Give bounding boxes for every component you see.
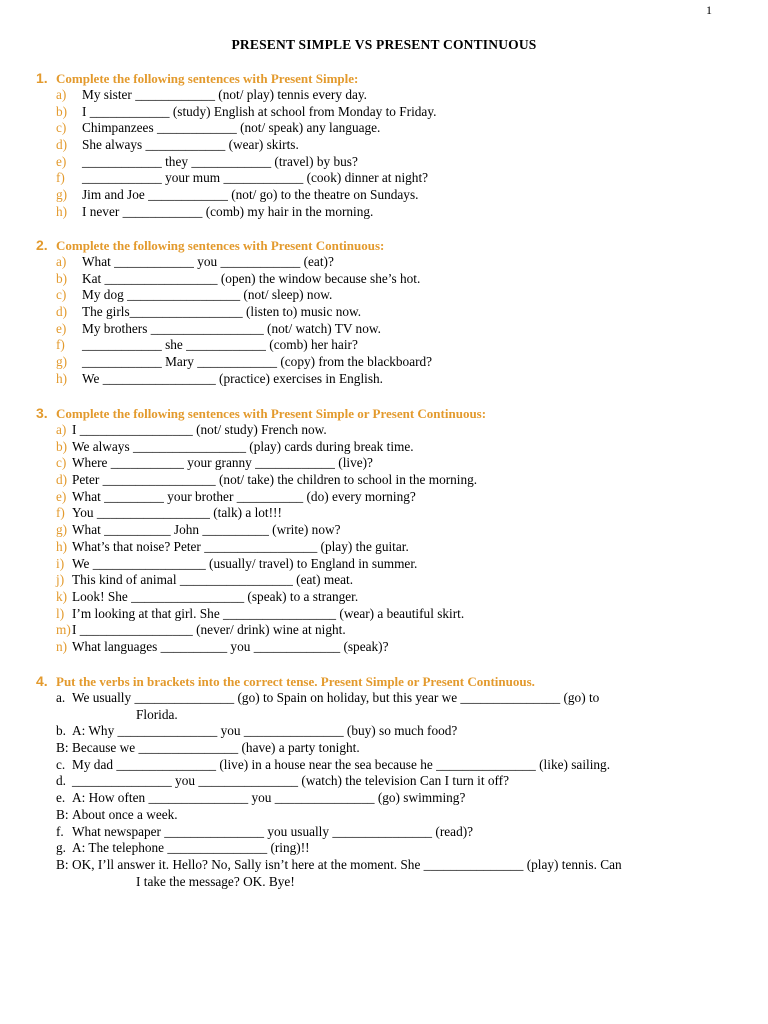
item-text: What ____________ you ____________ (eat)? [82, 254, 334, 269]
item-text: I’m looking at that girl. She _________________ (wear) a beautiful skirt. [72, 605, 465, 621]
item-marker: b) [56, 103, 68, 119]
item-marker: d) [56, 304, 68, 320]
item-marker: B: [56, 856, 69, 872]
exercise-item-continuation [36, 707, 726, 724]
section-title: Complete the following sentences with Present Continuous: [56, 238, 385, 253]
item-text: Jim and Joe ____________ (not/ go) to the theatre on Sundays. [82, 187, 419, 203]
section-number: 2. [36, 237, 48, 253]
item-marker: d) [56, 472, 68, 488]
item-text: You _________________ (talk) a lot!!! [72, 505, 282, 521]
item-marker: f) [56, 170, 65, 186]
item-marker: l) [56, 605, 65, 621]
item-text: What languages __________ you _____________ (speak)? [72, 638, 389, 654]
exercise-item [36, 622, 726, 639]
item-text: My sister ____________ (not/ play) tennis every day. [82, 87, 367, 102]
section-number: 4. [36, 673, 48, 689]
item-marker: f) [56, 505, 65, 521]
exercise-item [36, 455, 726, 472]
item-text: We _________________ (usually/ travel) to England in summer. [72, 555, 418, 571]
item-text: Where ___________ your granny ____________ (live)? [72, 455, 373, 471]
item-text: I _________________ (not/ study) French now. [72, 422, 327, 437]
exercise-item [36, 87, 726, 104]
exercise-item [36, 723, 726, 740]
item-text: Kat _________________ (open) the window because she’s hot. [82, 270, 421, 286]
item-text: We usually _______________ (go) to Spain on holiday, but this year we _______________ (go) to [72, 690, 600, 705]
exercise-item-continuation [36, 874, 726, 891]
exercise-item [36, 639, 726, 656]
item-text: My dad _______________ (live) in a house near the sea because he _______________ (like) sailing. [72, 756, 611, 772]
item-marker: c) [56, 120, 67, 136]
item-marker: b. [56, 723, 66, 739]
item-text: Chimpanzees ____________ (not/ speak) any language. [82, 120, 381, 136]
exercise-item [36, 472, 726, 489]
item-text: _______________ you _______________ (watch) the television Can I turn it off? [72, 773, 510, 789]
item-text: Because we _______________ (have) a party tonight. [72, 740, 360, 756]
section-1 [36, 70, 726, 221]
item-text: I ____________ (study) English at school from Monday to Friday. [82, 103, 437, 119]
item-text: What __________ John __________ (write) now? [72, 522, 341, 538]
item-text: ____________ your mum ____________ (cook) dinner at night? [82, 170, 429, 186]
item-text: This kind of animal _________________ (eat) meat. [72, 572, 354, 588]
item-text: What newspaper _______________ you usually _______________ (read)? [72, 823, 474, 839]
exercise-item [36, 104, 726, 121]
exercise-list [36, 690, 726, 890]
section-2 [36, 237, 726, 388]
exercise-item [36, 337, 726, 354]
item-text: My dog _________________ (not/ sleep) now. [82, 287, 333, 303]
item-marker: a) [56, 254, 67, 269]
item-text: We always _________________ (play) cards during break time. [72, 438, 414, 454]
exercise-item [36, 254, 726, 271]
item-marker: e) [56, 320, 67, 336]
section-heading [36, 673, 726, 690]
item-text: A: The telephone _______________ (ring)!! [72, 840, 310, 856]
exercise-item [36, 120, 726, 137]
item-marker: f) [56, 337, 65, 353]
item-text: My brothers _________________ (not/ watch) TV now. [82, 320, 381, 336]
item-marker: B: [56, 806, 69, 822]
item-text: I take the message? OK. Bye! [136, 873, 295, 889]
item-marker: h) [56, 538, 68, 554]
item-text: What’s that noise? Peter _________________ (play) the guitar. [72, 538, 409, 554]
exercise-item [36, 371, 726, 388]
section-number: 1. [36, 70, 48, 86]
item-marker: n) [56, 638, 68, 654]
item-text: A: How often _______________ you _______________ (go) swimming? [72, 790, 466, 806]
exercise-item [36, 773, 726, 790]
item-marker: e) [56, 153, 67, 169]
item-marker: f. [56, 823, 64, 839]
item-marker: j) [56, 572, 65, 588]
exercise-item [36, 170, 726, 187]
exercise-item [36, 606, 726, 623]
item-marker: h) [56, 370, 68, 386]
section-heading [36, 70, 726, 87]
exercise-item [36, 154, 726, 171]
item-text: Look! She _________________ (speak) to a stranger. [72, 588, 359, 604]
item-marker: e. [56, 790, 66, 806]
item-marker: b) [56, 270, 68, 286]
item-marker: g) [56, 187, 68, 203]
exercise-item [36, 204, 726, 221]
item-marker: a) [56, 422, 67, 437]
item-text: She always ____________ (wear) skirts. [82, 137, 299, 153]
exercise-item [36, 187, 726, 204]
page-number: 1 [706, 3, 712, 17]
item-marker: k) [56, 588, 68, 604]
exercise-item [36, 522, 726, 539]
item-marker: b) [56, 438, 68, 454]
item-marker: B: [56, 740, 69, 756]
exercise-item [36, 740, 726, 757]
section-heading [36, 237, 726, 254]
item-marker: m) [56, 622, 71, 638]
exercise-item [36, 439, 726, 456]
section-4 [36, 673, 726, 890]
item-text: I never ____________ (comb) my hair in the morning. [82, 203, 374, 219]
exercise-item [36, 840, 726, 857]
section-heading [36, 405, 726, 422]
exercise-item [36, 807, 726, 824]
section-title: Complete the following sentences with Present Simple: [56, 71, 359, 86]
item-marker: h) [56, 203, 68, 219]
exercise-item [36, 757, 726, 774]
item-text: I _________________ (never/ drink) wine at night. [72, 622, 346, 638]
exercise-item [36, 572, 726, 589]
exercise-item [36, 354, 726, 371]
item-marker: d) [56, 137, 68, 153]
item-marker: c. [56, 756, 66, 772]
item-text: OK, I’ll answer it. Hello? No, Sally isn’t here at the moment. She _______________ (play) tennis. Can [72, 856, 622, 872]
item-text: ____________ she ____________ (comb) her hair? [82, 337, 358, 353]
section-number: 3. [36, 405, 48, 421]
exercise-item [36, 422, 726, 439]
section-title: Put the verbs in brackets into the correct tense. Present Simple or Present Continuous. [56, 674, 535, 689]
exercise-item [36, 321, 726, 338]
exercise-item [36, 137, 726, 154]
item-text: ____________ Mary ____________ (copy) from the blackboard? [82, 354, 433, 370]
exercise-item [36, 824, 726, 841]
section-3 [36, 405, 726, 656]
exercise-item [36, 304, 726, 321]
item-marker: g) [56, 522, 68, 538]
section-title: Complete the following sentences with Present Simple or Present Continuous: [56, 406, 487, 421]
item-text: A: Why _______________ you _______________ (buy) so much food? [72, 723, 458, 739]
item-marker: c) [56, 287, 67, 303]
item-text: Florida. [136, 706, 178, 722]
exercise-list [36, 422, 726, 656]
exercise-item [36, 505, 726, 522]
item-marker: d. [56, 773, 66, 789]
item-marker: e) [56, 488, 67, 504]
exercise-item [36, 589, 726, 606]
item-marker: i) [56, 555, 65, 571]
item-marker: a. [56, 690, 66, 705]
item-marker: g. [56, 840, 66, 856]
exercise-item [36, 539, 726, 556]
exercise-item [36, 556, 726, 573]
item-marker: g) [56, 354, 68, 370]
item-text: About once a week. [72, 806, 178, 822]
page-title: PRESENT SIMPLE VS PRESENT CONTINUOUS [231, 37, 537, 52]
exercise-list [36, 87, 726, 221]
exercise-item [36, 489, 726, 506]
item-marker: a) [56, 87, 67, 102]
exercise-item [36, 287, 726, 304]
item-text: Peter _________________ (not/ take) the children to school in the morning. [72, 472, 478, 488]
exercise-item [36, 790, 726, 807]
item-text: We _________________ (practice) exercises in English. [82, 370, 383, 386]
exercise-list [36, 254, 726, 388]
item-text: The girls_________________ (listen to) music now. [82, 304, 362, 320]
item-text: What _________ your brother __________ (do) every morning? [72, 488, 416, 504]
exercise-item [36, 857, 726, 874]
item-text: ____________ they ____________ (travel) by bus? [82, 153, 358, 169]
exercise-item [36, 271, 726, 288]
item-marker: c) [56, 455, 67, 471]
exercise-item [36, 690, 726, 707]
